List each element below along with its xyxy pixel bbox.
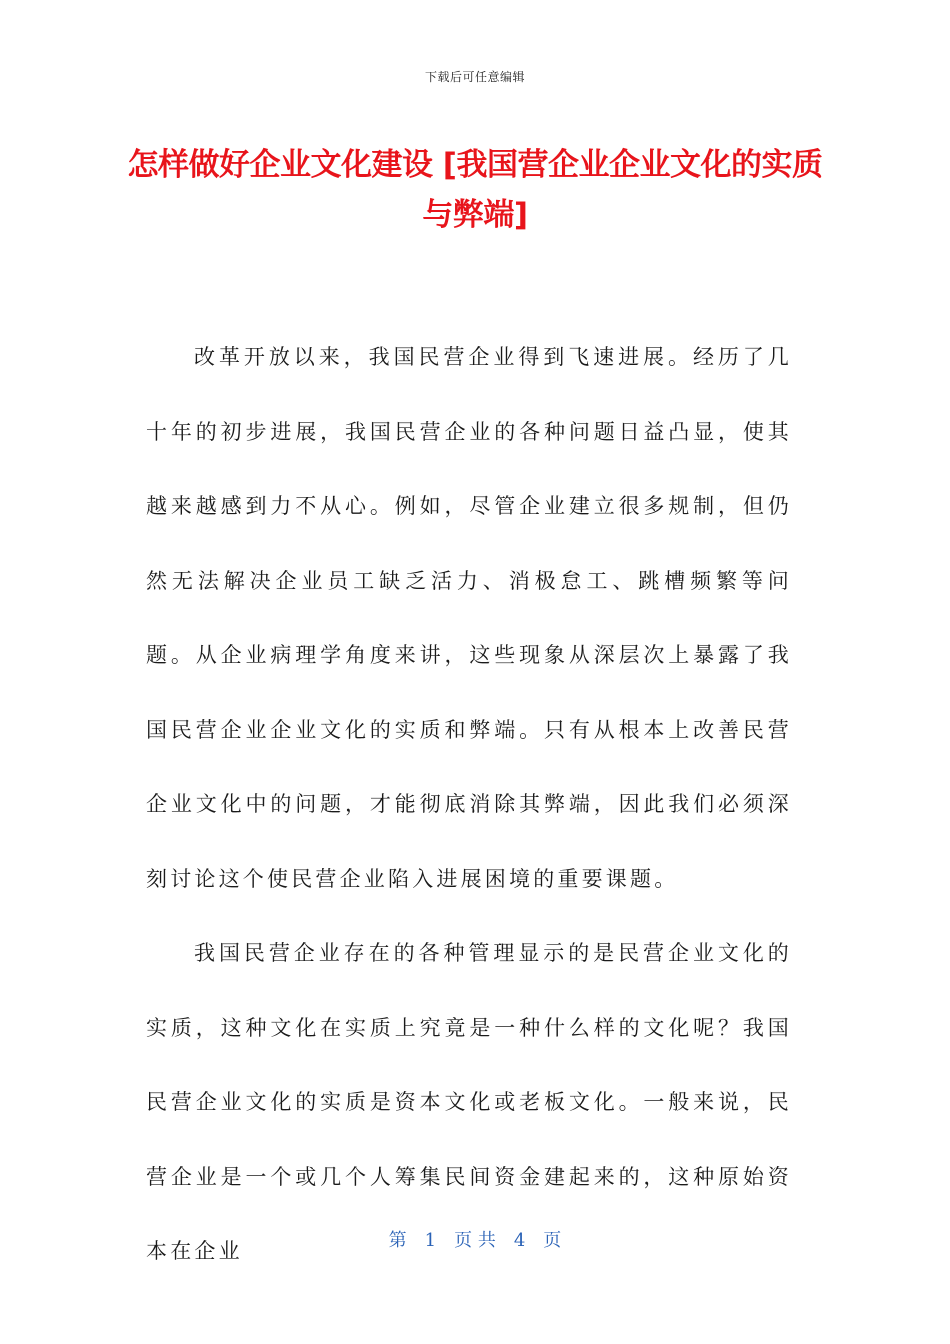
page-header-note: 下载后可任意编辑 [424, 70, 525, 84]
body-paragraph: 改革开放以来，我国民营企业得到飞速进展。经历了几十年的初步进展，我国民营企业的各种问题日益凸显，使其越来越感到力不从心。例如，尽管企业建立很多规制，但仍然无法解决企业员工缺乏活力、消极怠工、跳槽频繁等问题。从企业病理学角度来讲，这些现象从深层次上暴露了我国民营企业企业文化的实质和弊端。只有从根本上改善民营企业文化中的问题，才能彻底消除其弊端，因此我们必须深刻讨论这个使民营企业陷入进展困境的重要课题。 [146, 345, 792, 891]
body-paragraph: 我国民营企业存在的各种管理显示的是民营企业文化的实质，这种文化在实质上究竟是一种什么样的文化呢？我国民营企业文化的实质是资本文化或老板文化。一般来说，民营企业是一个或几个人筹集民间资金建起来的，这种原始资本在企业 [146, 941, 792, 1263]
page-number-footer: 第 1 页 共 4 页 [388, 1230, 562, 1251]
document-title: 怎样做好企业文化建设 [我国营企业企业文化的实质与弊端] [127, 147, 823, 233]
document-body [146, 320, 792, 1289]
